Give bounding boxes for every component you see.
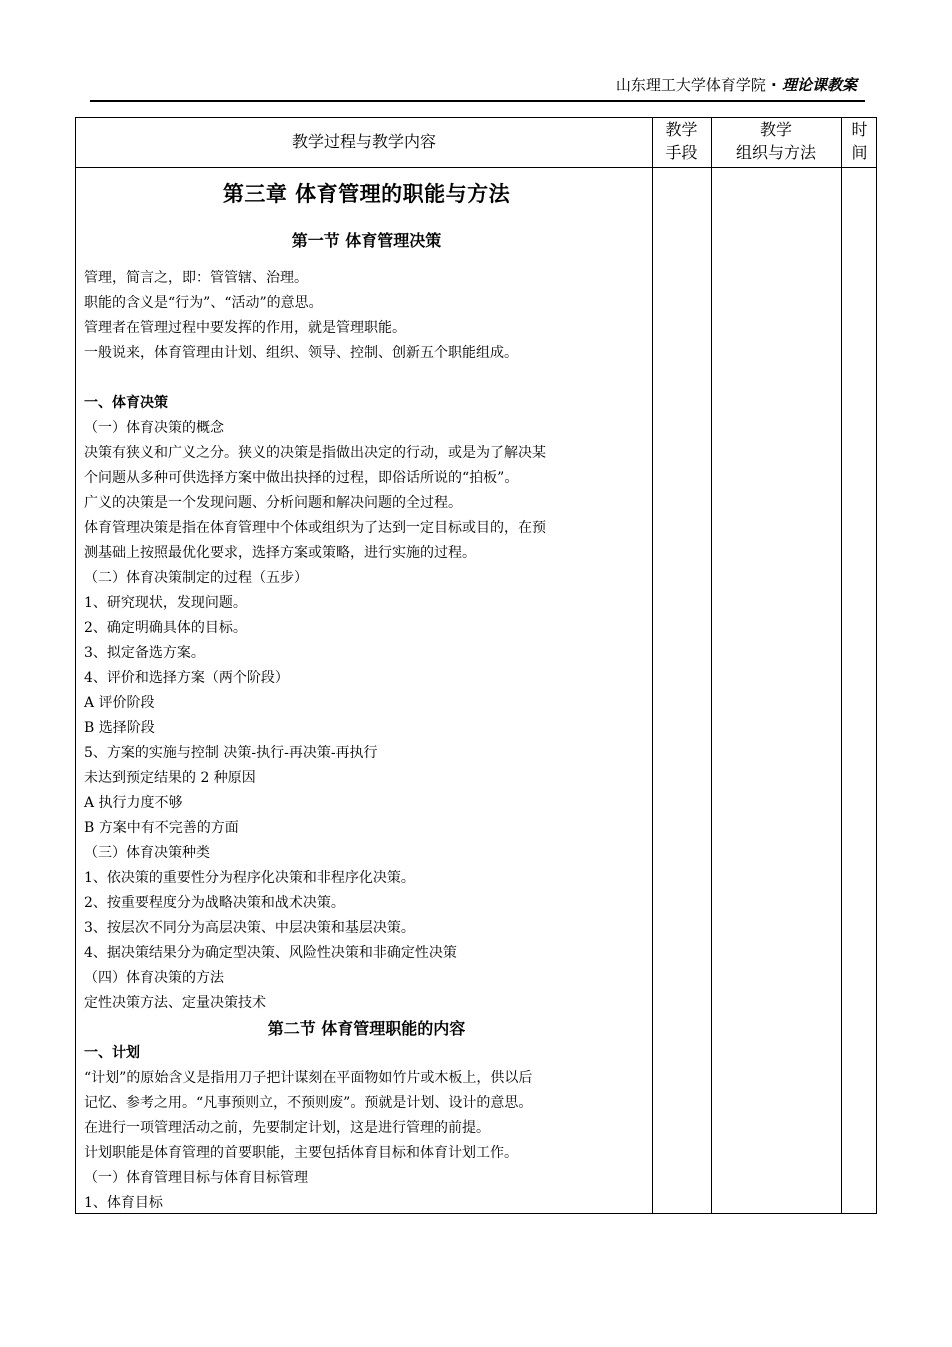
column-header-means-line2: 手段 <box>665 143 698 162</box>
part2-block <box>84 1066 649 1216</box>
lesson-plan-table <box>75 117 877 1214</box>
column-header-org-line1: 教学 <box>759 120 792 139</box>
text-line: A 评价阶段 <box>84 695 155 711</box>
column-divider <box>841 118 842 1213</box>
text-line: 4、据决策结果分为确定型决策、风险性决策和非确定性决策 <box>84 945 457 961</box>
text-line: 一般说来，体育管理由计划、组织、领导、控制、创新五个职能组成。 <box>84 345 518 361</box>
text-line: 记忆、参考之用。“凡事预则立，不预则废”。预就是计划、设计的意思。 <box>84 1095 533 1111</box>
text-line: （三）体育决策种类 <box>84 845 210 861</box>
text-line: 决策有狭义和广义之分。狭义的决策是指做出决定的行动，或是为了解决某 <box>84 445 546 461</box>
column-divider <box>652 118 653 1213</box>
text-line: 未达到预定结果的 2 种原因 <box>84 770 256 786</box>
header-school: 山东理工大学体育学院 <box>615 76 766 94</box>
text-line: 计划职能是体育管理的首要职能，主要包括体育目标和体育计划工作。 <box>84 1145 518 1161</box>
text-line: 2、按重要程度分为战略决策和战术决策。 <box>84 895 345 911</box>
text-line: 在进行一项管理活动之前，先要制定计划，这是进行管理的前提。 <box>84 1120 490 1136</box>
column-header-means-line1: 教学 <box>665 120 698 139</box>
column-header-time <box>841 118 878 164</box>
part-title: 一、体育决策 <box>84 395 168 411</box>
text-line: 管理者在管理过程中要发挥的作用，就是管理职能。 <box>84 320 406 336</box>
header-row-divider <box>76 167 876 168</box>
column-header-time-line1: 时 <box>851 120 868 139</box>
text-line: 职能的含义是“行为”、“活动”的意思。 <box>84 295 323 311</box>
text-line: 测基础上按照最优化要求，选择方案或策略，进行实施的过程。 <box>84 545 476 561</box>
header-title <box>616 74 857 95</box>
part-title: 一、计划 <box>84 1045 140 1061</box>
text-line: 1、依决策的重要性分为程序化决策和非程序化决策。 <box>84 870 415 886</box>
column-header-org-line2: 组织与方法 <box>735 143 816 162</box>
column-header-means <box>652 118 711 164</box>
text-line: 3、拟定备选方案。 <box>84 645 205 661</box>
text-line: 5、方案的实施与控制 决策-执行-再决策-再执行 <box>84 745 378 761</box>
text-line: “计划”的原始含义是指用刀子把计谋刻在平面物如竹片或木板上，供以后 <box>84 1070 533 1086</box>
header-doc-type: 理论课教案 <box>781 76 857 94</box>
text-line: 3、按层次不同分为高层决策、中层决策和基层决策。 <box>84 920 415 936</box>
text-line: B 选择阶段 <box>84 720 155 736</box>
text-line: 1、研究现状，发现问题。 <box>84 595 247 611</box>
chapter-title: 第三章 体育管理的职能与方法 <box>222 181 511 206</box>
header-separator: · <box>765 76 782 94</box>
text-line: B 方案中有不完善的方面 <box>84 820 239 836</box>
text-line: 1、体育目标 <box>84 1195 163 1211</box>
text-line: 广义的决策是一个发现问题、分析问题和解决问题的全过程。 <box>84 495 462 511</box>
blank-line <box>84 366 649 391</box>
text-line: 2、确定明确具体的目标。 <box>84 620 247 636</box>
text-line: 体育管理决策是指在体育管理中个体或组织为了达到一定目标或目的，在预 <box>84 520 546 536</box>
column-header-organization <box>711 118 841 164</box>
text-line: （一）体育管理目标与体育目标管理 <box>84 1170 308 1186</box>
text-line: （一）体育决策的概念 <box>84 420 224 436</box>
column-header-time-line2: 间 <box>851 143 868 162</box>
column-header-content: 教学过程与教学内容 <box>291 132 436 151</box>
part1-block <box>84 416 649 1016</box>
text-line: 管理，简言之，即：管管辖、治理。 <box>84 270 308 286</box>
column-divider <box>711 118 712 1213</box>
text-line: 4、评价和选择方案（两个阶段） <box>84 670 289 686</box>
lesson-content <box>84 170 649 1216</box>
text-line: 个问题从多种可供选择方案中做出抉择的过程，即俗话所说的“拍板”。 <box>84 470 519 486</box>
page-header <box>90 72 865 102</box>
text-line: （四）体育决策的方法 <box>84 970 224 986</box>
intro-block <box>84 266 649 366</box>
section-title: 第二节 体育管理职能的内容 <box>267 1019 466 1038</box>
text-line: 定性决策方法、定量决策技术 <box>84 995 266 1011</box>
text-line: A 执行力度不够 <box>84 795 183 811</box>
text-line: （二）体育决策制定的过程（五步） <box>84 570 308 586</box>
section-title: 第一节 体育管理决策 <box>291 231 442 250</box>
